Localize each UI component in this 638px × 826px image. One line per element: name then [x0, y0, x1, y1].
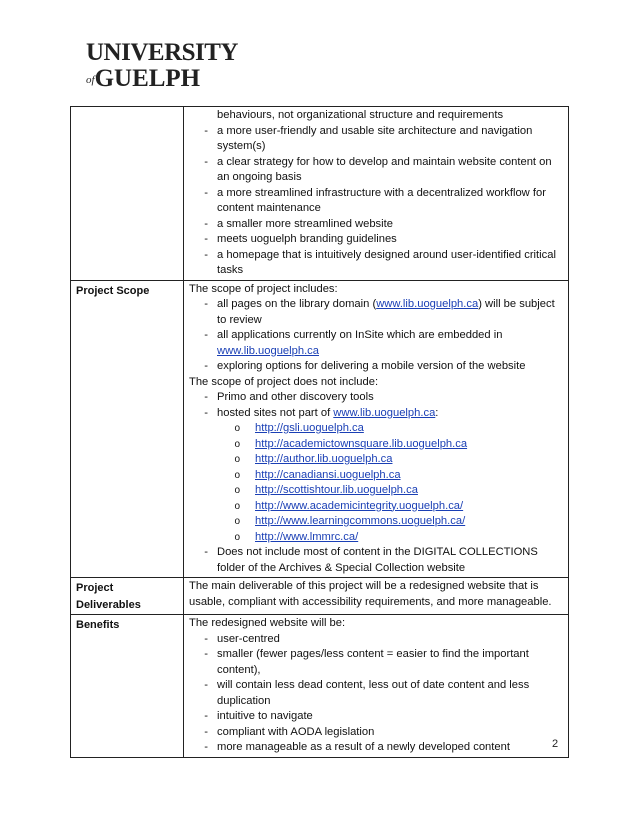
- table-row-benefits: [71, 615, 569, 758]
- list-item: - intuitive to navigate: [204, 710, 313, 722]
- hosted-site-link[interactable]: http://www.lmmrc.ca/: [255, 530, 359, 543]
- logo-line-1: UNIVERSITY: [86, 39, 238, 66]
- page-number: 2: [552, 738, 559, 750]
- sub-list-item: o http://www.academicintegrity.uoguelph.ca/: [189, 499, 564, 515]
- library-domain-link[interactable]: www.lib.uoguelph.ca: [217, 344, 319, 357]
- sub-list-item: o http://www.learningcommons.uoguelph.ca/: [189, 514, 564, 530]
- list-item: - a more user-friendly and usable site architecture and navigation system(s): [204, 124, 533, 152]
- table-row-project-scope: [71, 280, 569, 578]
- list-item: - exploring options for delivering a mobile version of the website: [204, 360, 526, 372]
- hosted-site-link[interactable]: http://canadiansi.uoguelph.ca: [255, 468, 401, 481]
- list-item: - compliant with AODA legislation: [204, 725, 375, 738]
- project-charter-table: [70, 106, 569, 758]
- benefits-label: Benefits: [71, 615, 184, 758]
- list-item: - meets uoguelph branding guidelines: [204, 233, 397, 245]
- logo-of: of: [86, 74, 95, 86]
- list-item: - all pages on the library domain (www.lib.uoguelph.ca) will be subject to review: [204, 298, 555, 326]
- list-item: - user-centred: [204, 632, 280, 645]
- hosted-site-link[interactable]: http://scottishtour.lib.uoguelph.ca: [255, 484, 418, 496]
- list-item: - hosted sites not part of www.lib.uoguelph.ca:: [204, 406, 439, 419]
- list-item: - all applications currently on InSite which are embedded in www.lib.uoguelph.ca: [204, 329, 503, 357]
- sub-list-item: o http://author.lib.uoguelph.ca: [189, 452, 564, 468]
- hosted-site-link[interactable]: http://www.learningcommons.uoguelph.ca/: [255, 515, 466, 527]
- hosted-site-link[interactable]: http://author.lib.uoguelph.ca: [255, 453, 393, 465]
- project-scope-content: [184, 280, 569, 578]
- logo-guelph: GUELPH: [94, 65, 201, 92]
- objectives-lead: behaviours, not organizational structure and requirements: [217, 109, 504, 121]
- list-item: - more manageable as a result of a newly developed content: [204, 741, 510, 753]
- list-item: - a smaller more streamlined website: [204, 217, 393, 230]
- table-row-project-deliverables: [71, 578, 569, 615]
- library-domain-link[interactable]: www.lib.uoguelph.ca: [333, 406, 436, 419]
- sub-list-item: o http://canadiansi.uoguelph.ca: [189, 468, 564, 484]
- table-row-objectives-continued: [71, 107, 569, 281]
- sub-list-item: o http://gsli.uoguelph.ca: [189, 421, 564, 437]
- library-domain-link[interactable]: www.lib.uoguelph.ca: [376, 298, 479, 310]
- objectives-content: [184, 107, 569, 281]
- sub-list-item: o http://scottishtour.lib.uoguelph.ca: [189, 483, 564, 499]
- hosted-site-link[interactable]: http://academictownsquare.lib.uoguelph.ca: [255, 437, 468, 450]
- list-item: - a homepage that is intuitively designed around user-identified critical tasks: [204, 248, 556, 276]
- list-item: - will contain less dead content, less out of date content and less duplication: [204, 679, 530, 707]
- list-item: - Does not include most of content in the DIGITAL COLLECTIONS folder of the Archives & Special Collection website: [204, 546, 538, 574]
- scope-exclude-intro: The scope of project does not include:: [189, 375, 379, 388]
- list-item: - smaller (fewer pages/less content = easier to find the important content),: [204, 648, 529, 676]
- list-item: - a clear strategy for how to develop and maintain website content on an ongoing basis: [204, 155, 552, 183]
- sub-list-item: o http://www.lmmrc.ca/: [189, 530, 564, 546]
- university-of-guelph-logo: [86, 39, 238, 96]
- hosted-site-link[interactable]: http://www.academicintegrity.uoguelph.ca/: [255, 499, 464, 512]
- project-deliverables-content: The main deliverable of this project will be a redesigned website that is usable, compliant with accessibility requirements, and more manageable.: [184, 578, 569, 615]
- benefits-intro: The redesigned website will be:: [189, 617, 346, 629]
- list-item: - a more streamlined infrastructure with a decentralized workflow for content maintenance: [204, 186, 546, 214]
- list-item: - Primo and other discovery tools: [204, 391, 374, 403]
- project-scope-label: Project Scope: [71, 280, 184, 578]
- hosted-site-link[interactable]: http://gsli.uoguelph.ca: [255, 422, 364, 434]
- benefits-content: [184, 615, 569, 758]
- project-deliverables-label: Project Deliverables: [71, 578, 184, 615]
- row-label-empty: [71, 107, 184, 281]
- logo-line-2: [86, 66, 206, 93]
- scope-intro: The scope of project includes:: [189, 282, 338, 295]
- sub-list-item: o http://academictownsquare.lib.uoguelph.ca: [189, 437, 564, 453]
